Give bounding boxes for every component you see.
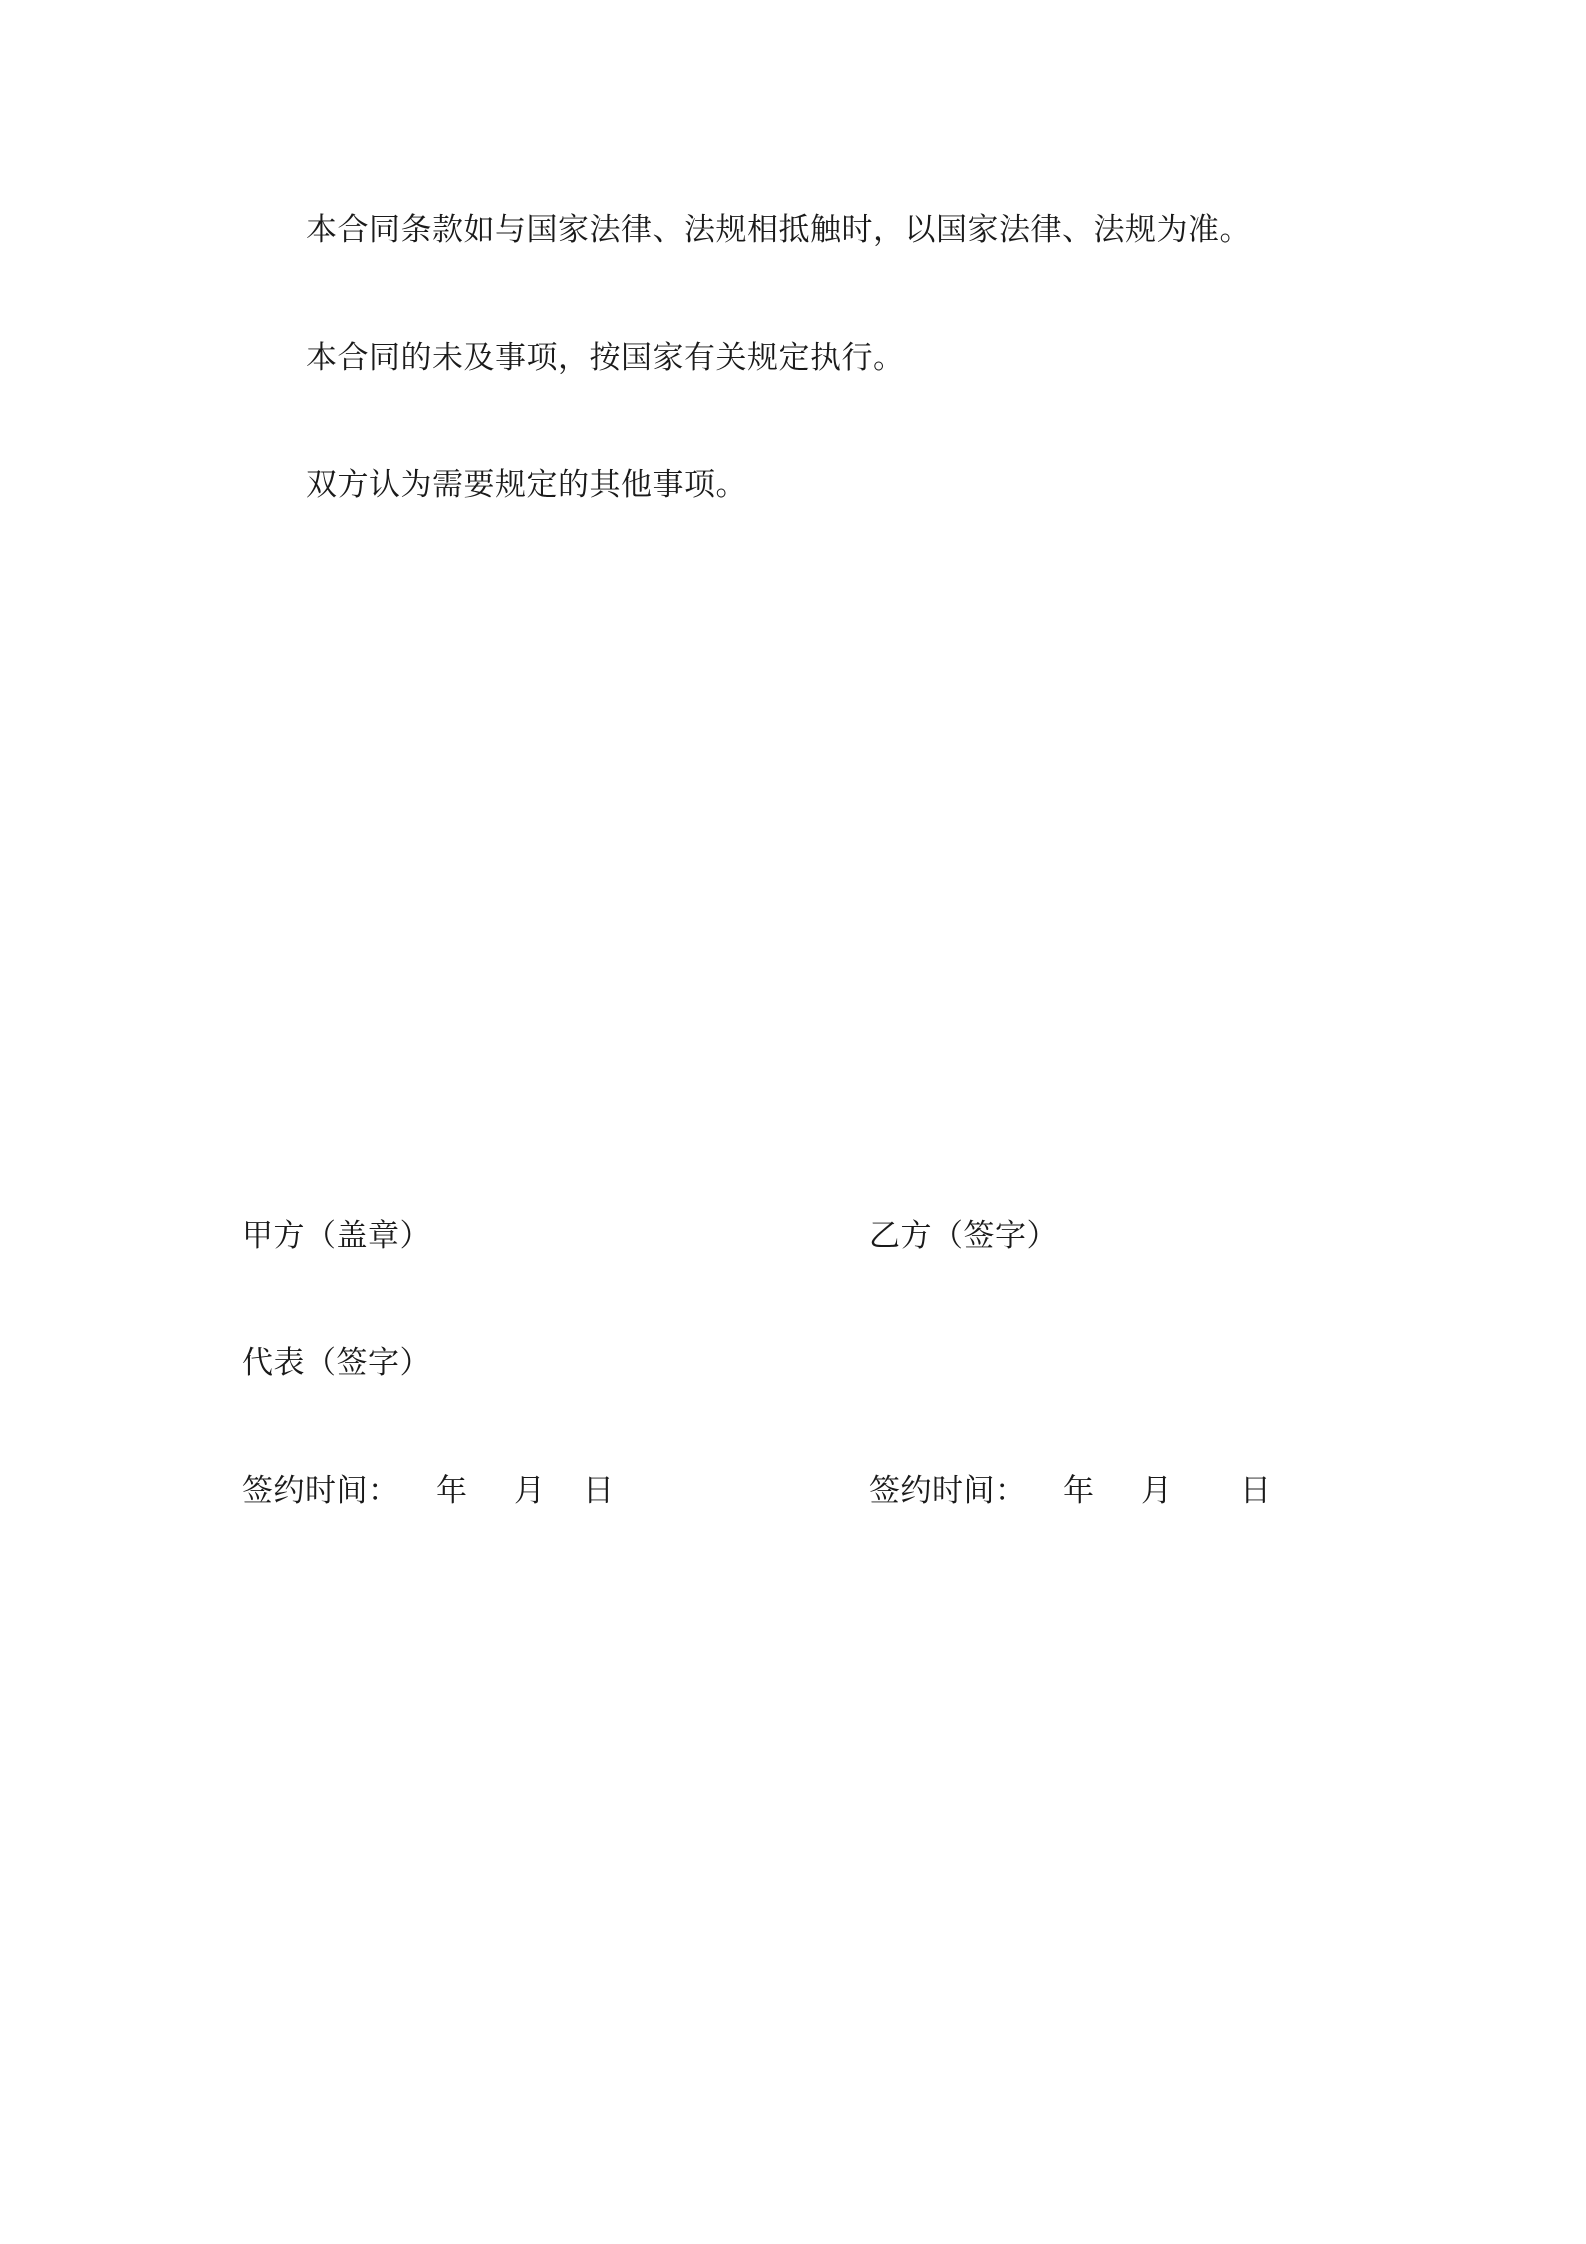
party-b-signature-label: 乙方（签字）	[869, 1218, 1058, 1254]
party-a-seal-label: 甲方（盖章）	[242, 1218, 431, 1254]
clause-law-precedence: 本合同条款如与国家法律、法规相抵触时，以国家法律、法规为准。	[306, 212, 1251, 248]
representative-signature-label: 代表（签字）	[242, 1345, 431, 1381]
date-day-label: 日	[583, 1473, 615, 1509]
clause-unmentioned-matters: 本合同的未及事项，按国家有关规定执行。	[306, 340, 905, 376]
signing-date-label: 签约时间：	[869, 1473, 1027, 1509]
date-month-label: 月	[1141, 1473, 1173, 1509]
date-year-label: 年	[1063, 1473, 1095, 1509]
clause-other-matters: 双方认为需要规定的其他事项。	[306, 467, 747, 503]
date-year-label: 年	[436, 1473, 468, 1509]
date-month-label: 月	[514, 1473, 546, 1509]
date-day-label: 日	[1240, 1473, 1272, 1509]
signing-date-label: 签约时间：	[242, 1473, 400, 1509]
